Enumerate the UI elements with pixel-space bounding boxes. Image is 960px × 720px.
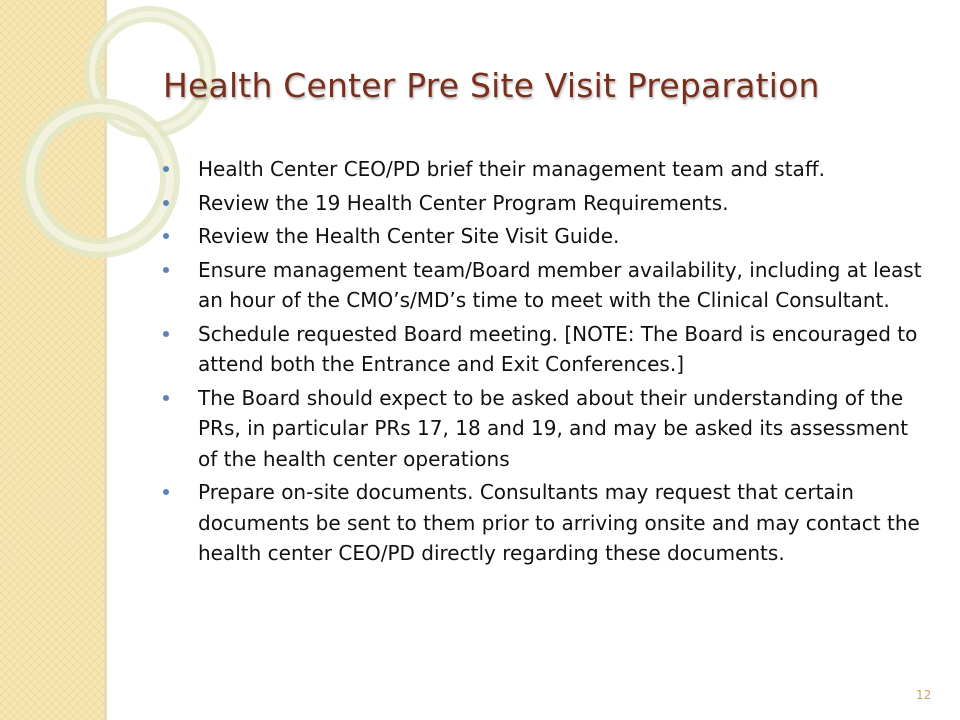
bullet-marker-icon <box>163 200 169 206</box>
bullet-item <box>160 154 930 185</box>
bullet-item <box>160 255 930 316</box>
bullet-list <box>160 154 930 572</box>
bullet-item <box>160 188 930 219</box>
bullet-text: The Board should expect to be asked about their understanding of the PRs, in particular PRs 17, 18 and 19, and may be asked its assessment of the health center operations <box>198 385 909 471</box>
bullet-marker-icon <box>163 166 169 172</box>
bullet-item <box>160 383 930 475</box>
bullet-marker-icon <box>163 233 169 239</box>
bullet-text: Prepare on-site documents. Consultants may request that certain documents be sent to them prior to arriving onsite and may contact the health center CEO/PD directly regarding these documents. <box>198 480 920 565</box>
bullet-text: Review the 19 Health Center Program Requirements. <box>198 190 729 215</box>
bullet-item <box>160 319 930 380</box>
bullet-text: Health Center CEO/PD brief their management team and staff. <box>198 157 825 181</box>
bullet-marker-icon <box>163 395 169 401</box>
bullet-text: Review the Health Center Site Visit Guide. <box>198 224 620 248</box>
bullet-marker-icon <box>163 489 169 495</box>
bullet-item <box>160 477 930 569</box>
bullet-item <box>160 221 930 252</box>
bullet-text: Ensure management team/Board member availability, including at least an hour of the CMO’s/MD’s time to meet with the Clinical Consultant. <box>198 257 922 312</box>
bullet-marker-icon <box>163 331 169 337</box>
page-number: 12 <box>916 688 932 702</box>
bullet-text: Schedule requested Board meeting. [NOTE: The Board is encouraged to attend both the Entrance and Exit Conferences.] <box>198 321 918 376</box>
bullet-marker-icon <box>163 267 169 273</box>
slide-title: Health Center Pre Site Visit Preparation <box>163 66 820 105</box>
